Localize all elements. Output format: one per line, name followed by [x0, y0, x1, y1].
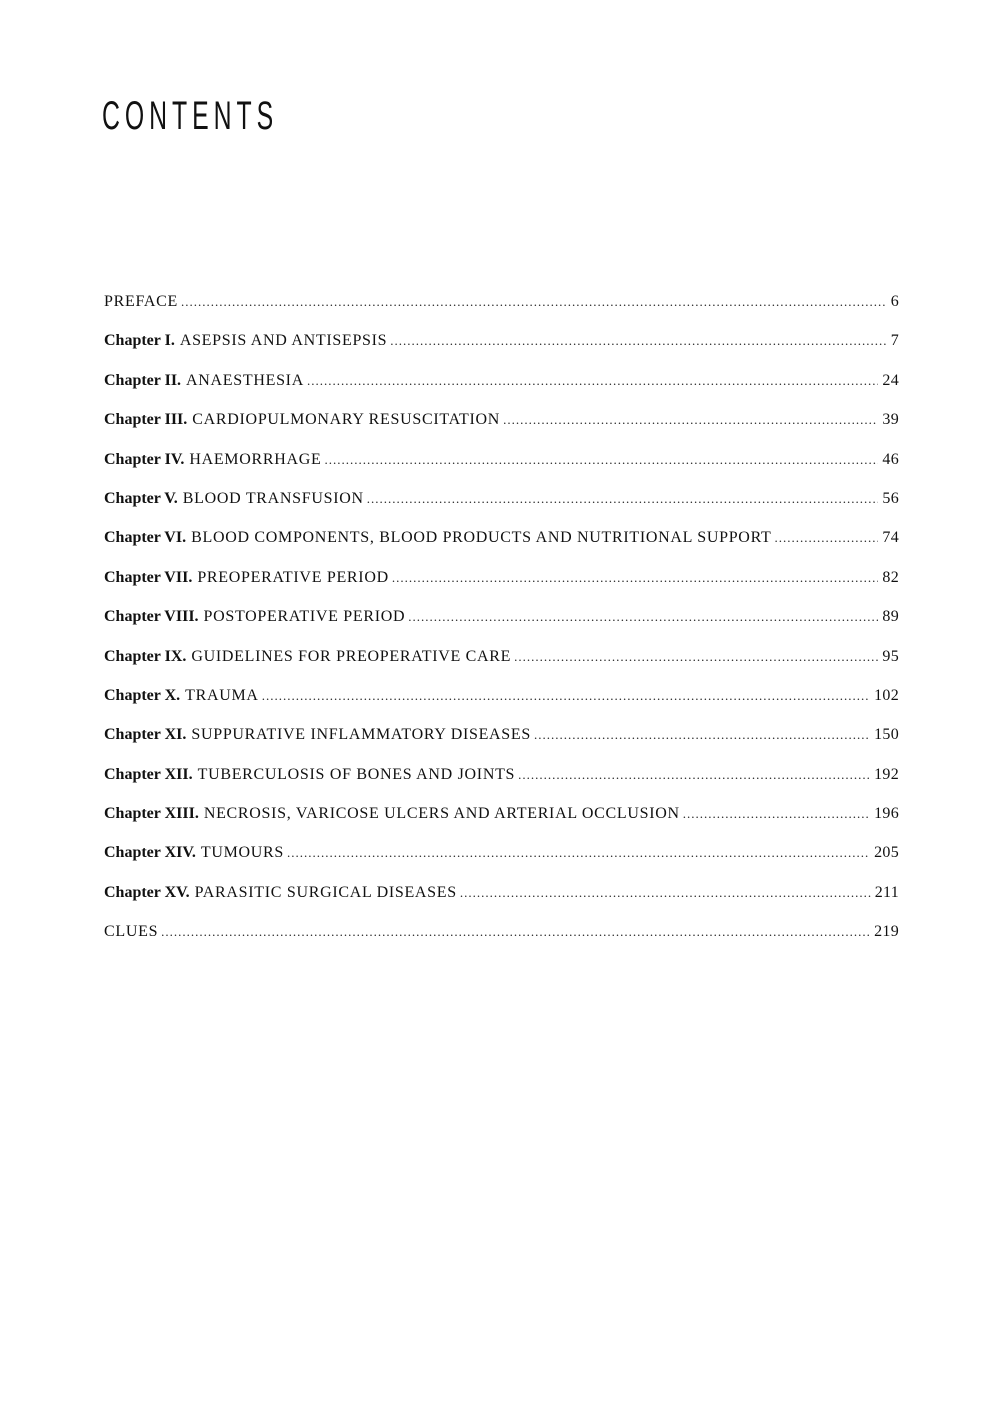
dot-leader: [161, 920, 870, 944]
page-number: 24: [882, 371, 899, 389]
page-number: 196: [874, 805, 899, 823]
toc-entry[interactable]: [104, 369, 899, 408]
page-number: 192: [874, 765, 899, 783]
dot-leader: [774, 526, 878, 550]
toc-entry[interactable]: [104, 408, 899, 447]
dot-leader: [392, 566, 879, 590]
chapter-title[interactable]: PREOPERATIVE PERIOD: [197, 568, 389, 586]
chapter-title[interactable]: CLUES: [104, 923, 159, 941]
toc-entry[interactable]: [104, 723, 899, 762]
chapter-number: Chapter I.: [104, 332, 175, 350]
page-number: 205: [874, 844, 899, 862]
toc-entry[interactable]: [104, 448, 899, 487]
page-number: 102: [874, 686, 899, 704]
chapter-number: Chapter XIV.: [104, 844, 196, 862]
chapter-title[interactable]: PARASITIC SURGICAL DISEASES: [194, 883, 457, 901]
dot-leader: [307, 369, 878, 393]
chapter-number: Chapter VIII.: [104, 608, 199, 626]
table-of-contents: [104, 290, 899, 960]
page-number: 7: [890, 332, 899, 350]
chapter-title[interactable]: TUBERCULOSIS OF BONES AND JOINTS: [197, 765, 516, 783]
toc-entry[interactable]: [104, 605, 899, 644]
chapter-number: Chapter XIII.: [104, 805, 199, 823]
page-number: 211: [874, 883, 899, 901]
page-number: 74: [882, 529, 899, 547]
chapter-number: Chapter IX.: [104, 647, 187, 665]
chapter-number: Chapter II.: [104, 371, 182, 389]
dot-leader: [408, 605, 878, 629]
dot-leader: [460, 881, 871, 905]
toc-entry[interactable]: [104, 763, 899, 802]
chapter-title[interactable]: CARDIOPULMONARY RESUSCITATION: [192, 411, 501, 429]
page-title: CONTENTS: [102, 94, 279, 138]
dot-leader: [324, 448, 878, 472]
page-number: 56: [882, 489, 899, 507]
chapter-number: Chapter VI.: [104, 529, 187, 547]
chapter-number: Chapter VII.: [104, 568, 193, 586]
chapter-title[interactable]: ASEPSIS AND ANTISEPSIS: [179, 332, 388, 350]
page-number: 89: [882, 608, 899, 626]
chapter-title[interactable]: BLOOD COMPONENTS, BLOOD PRODUCTS AND NUTRITIONAL SUPPORT: [191, 529, 772, 547]
page-number: 46: [882, 450, 899, 468]
page-number: 150: [874, 726, 899, 744]
chapter-title[interactable]: TRAUMA: [185, 686, 259, 704]
dot-leader: [514, 645, 878, 669]
chapter-title[interactable]: ANAESTHESIA: [186, 371, 304, 389]
chapter-number: Chapter V.: [104, 489, 178, 507]
chapter-number: Chapter XV.: [104, 883, 190, 901]
toc-entry[interactable]: [104, 645, 899, 684]
toc-entry[interactable]: [104, 487, 899, 526]
toc-entry[interactable]: [104, 802, 899, 841]
dot-leader: [390, 329, 886, 353]
chapter-title[interactable]: GUIDELINES FOR PREOPERATIVE CARE: [191, 647, 512, 665]
dot-leader: [534, 723, 870, 747]
toc-entry[interactable]: [104, 881, 899, 920]
chapter-title[interactable]: PREFACE: [104, 293, 178, 310]
chapter-title[interactable]: SUPPURATIVE INFLAMMATORY DISEASES: [191, 726, 531, 744]
page-number: 219: [874, 923, 899, 941]
chapter-title[interactable]: TUMOURS: [200, 844, 285, 862]
chapter-number: Chapter III.: [104, 411, 188, 429]
dot-leader: [683, 802, 870, 826]
chapter-number: Chapter XI.: [104, 726, 187, 744]
toc-entry[interactable]: [104, 566, 899, 605]
page-number: 39: [882, 411, 899, 429]
toc-entry[interactable]: [104, 841, 899, 880]
chapter-title[interactable]: NECROSIS, VARICOSE ULCERS AND ARTERIAL OCCLUSION: [203, 805, 680, 823]
toc-entry[interactable]: [104, 526, 899, 565]
chapter-number: Chapter XII.: [104, 765, 193, 783]
toc-entry[interactable]: [104, 684, 899, 723]
chapter-number: Chapter IV.: [104, 450, 185, 468]
dot-leader: [518, 763, 870, 787]
dot-leader: [181, 290, 887, 314]
dot-leader: [367, 487, 879, 511]
chapter-title[interactable]: POSTOPERATIVE PERIOD: [203, 608, 406, 626]
chapter-number: Chapter X.: [104, 686, 181, 704]
page-number: 95: [882, 647, 899, 665]
page-number: 6: [890, 293, 899, 310]
dot-leader: [287, 841, 870, 865]
toc-entry[interactable]: [104, 920, 899, 959]
toc-entry[interactable]: [104, 329, 899, 368]
toc-entry[interactable]: [104, 290, 899, 329]
dot-leader: [262, 684, 870, 708]
chapter-title[interactable]: HAEMORRHAGE: [189, 450, 322, 468]
chapter-title[interactable]: BLOOD TRANSFUSION: [182, 489, 364, 507]
dot-leader: [503, 408, 878, 432]
page-number: 82: [882, 568, 899, 586]
